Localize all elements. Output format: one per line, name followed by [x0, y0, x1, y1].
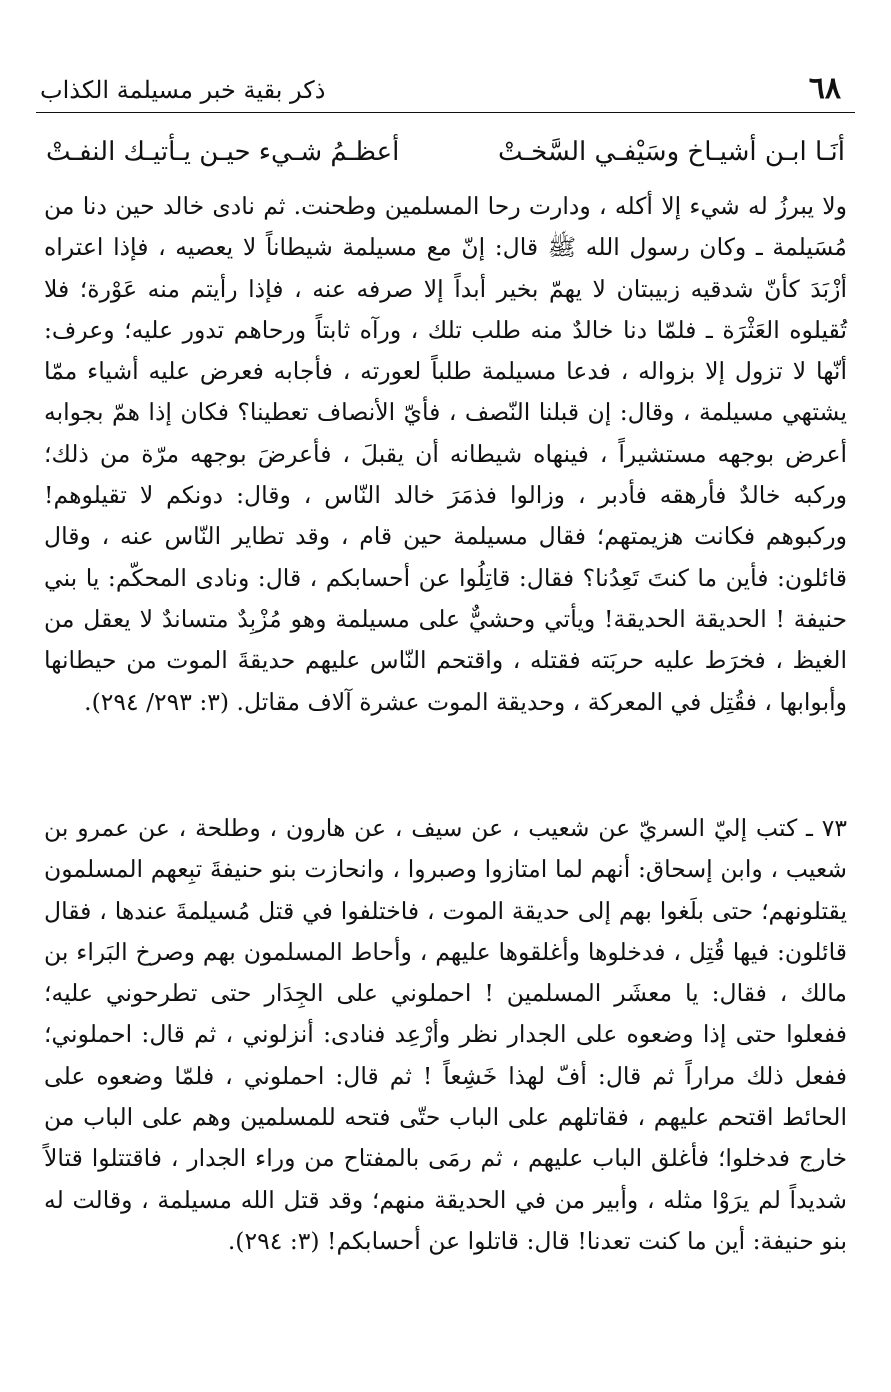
body-paragraph-2: ٧٣ ـ كتب إليّ السريّ عن شعيب ، عن سيف ، عن هارون ، وطلحة ، عن عمرو بن شعيب ، وابن إسحاق: أنهم لما امتازوا وصبروا ، وانحازت بنو حنيفةَ تبِعهم المسلمون يقتلونهم؛ حتى بلَغوا بهم إلى حديقة الموت ، فاختلفوا في قتل مُسيلمةَ عندها ، فقال قائلون: فيها قُتِل ، فدخلوها وأغلقوها عليهم ، وأحاط المسلمون بهم وصرخ البَراء بن مالك ، فقال: يا معشَر المسلمين ! احملوني على الجِدَار حتى تطرحوني عليه؛ ففعلوا حتى إذا وضعوه على الجدار نظر وأرْعِد فنادى: أنزلوني ، ثم قال: احملوني؛ ففعل ذلك مراراً ثم قال: أفّ لهذا خَشِعاً ! ثم قال: احملوني ، فلمّا وضعوه على الحائط اقتحم عليهم ، فقاتلهم على الباب حتّى فتحه للمسلمين وهم على الباب من خارج فدخلوا؛ فأغلق الباب عليهم ، ثم رمَى بالمفتاح من وراء الجدار ، فاقتتلوا قتالاً شديداً لم يرَوْا مثله ، وأبير من في الحديقة منهم؛ وقد قتل الله مسيلمة ، وقالت له بنو حنيفة: أين ما كنت تعدنا! قال: قاتلوا عن أحسابكم! (٣: ٢٩٤). — [44, 814, 847, 1255]
poetry-verse — [36, 128, 855, 178]
body-paragraph-1: ولا يبرزُ له شيء إلا أكله ، ودارت رحا المسلمين وطحنت. ثم نادى خالد حين دنا من مُسَيلمة ـ وكان رسول الله ﷺ قال: إنّ مع مسيلمة شيطاناً لا يعصيه ، فإذا اعتراه أزْبَدَ كأنّ شدقيه زبيبتان لا يهمّ بخير أبداً إلا صرفه عنه ، فإذا رأيتم منه عَوْرة؛ فلا تُقيلوه العَثْرَة ـ فلمّا دنا خالدٌ منه طلب تلك ، ورآه ثابتاً ورحاهم تدور عليه؛ وعرف: أنّها لا تزول إلا بزواله ، فدعا مسيلمة طلباً لعورته ، فأجابه فعرض عليه أشياء ممّا يشتهي مسيلمة ، وقال: إن قبلنا النّصف ، فأيّ الأنصاف تعطينا؟ فكان إذا همّ بجوابه أعرض بوجهه مستشيراً ، فينهاه شيطانه أن يقبلَ ، فأعرضَ بوجهه مرّة من ذلك؛ وركبه خالدٌ فأرهقه فأدبر ، وزالوا فذمَرَ خالد النّاس ، وقال: دونكم لا تقيلوهم! وركبوهم فكانت هزيمتهم؛ فقال مسيلمة حين قام ، وقد تطاير النّاس عنه ، وقال قائلون: فأين ما كنتَ تَعِدُنا؟ فقال: قاتِلُوا عن أحسابكم ، قال: ونادى المحكّم: يا بني حنيفة ! الحديقة الحديقة! ويأتي وحشيٌّ على مسيلمة وهو مُزْبِدٌ متساندٌ لا يعقل من الغيظ ، فخرَط عليه حربَته فقتله ، واقتحم النّاس عليهم حديقةَ الموت من حيطانها وأبوابها ، فقُتِل في المعركة ، وحديقة الموت عشرة آلاف مقاتل. (٣: ٢٩٣/ ٢٩٤). — [44, 192, 848, 716]
page-header — [36, 62, 855, 113]
page-number: ٦٨ — [808, 71, 841, 106]
verse-second-hemistich: أعظـمُ شـيء حيـن يـأتيـك النفـتْ — [46, 137, 400, 167]
running-title: ذكر بقية خبر مسيلمة الكذاب — [40, 76, 326, 104]
verse-first-hemistich: أنَـا ابـن أشيـاخ وسَيْفـي السَّخـتْ — [497, 137, 845, 167]
